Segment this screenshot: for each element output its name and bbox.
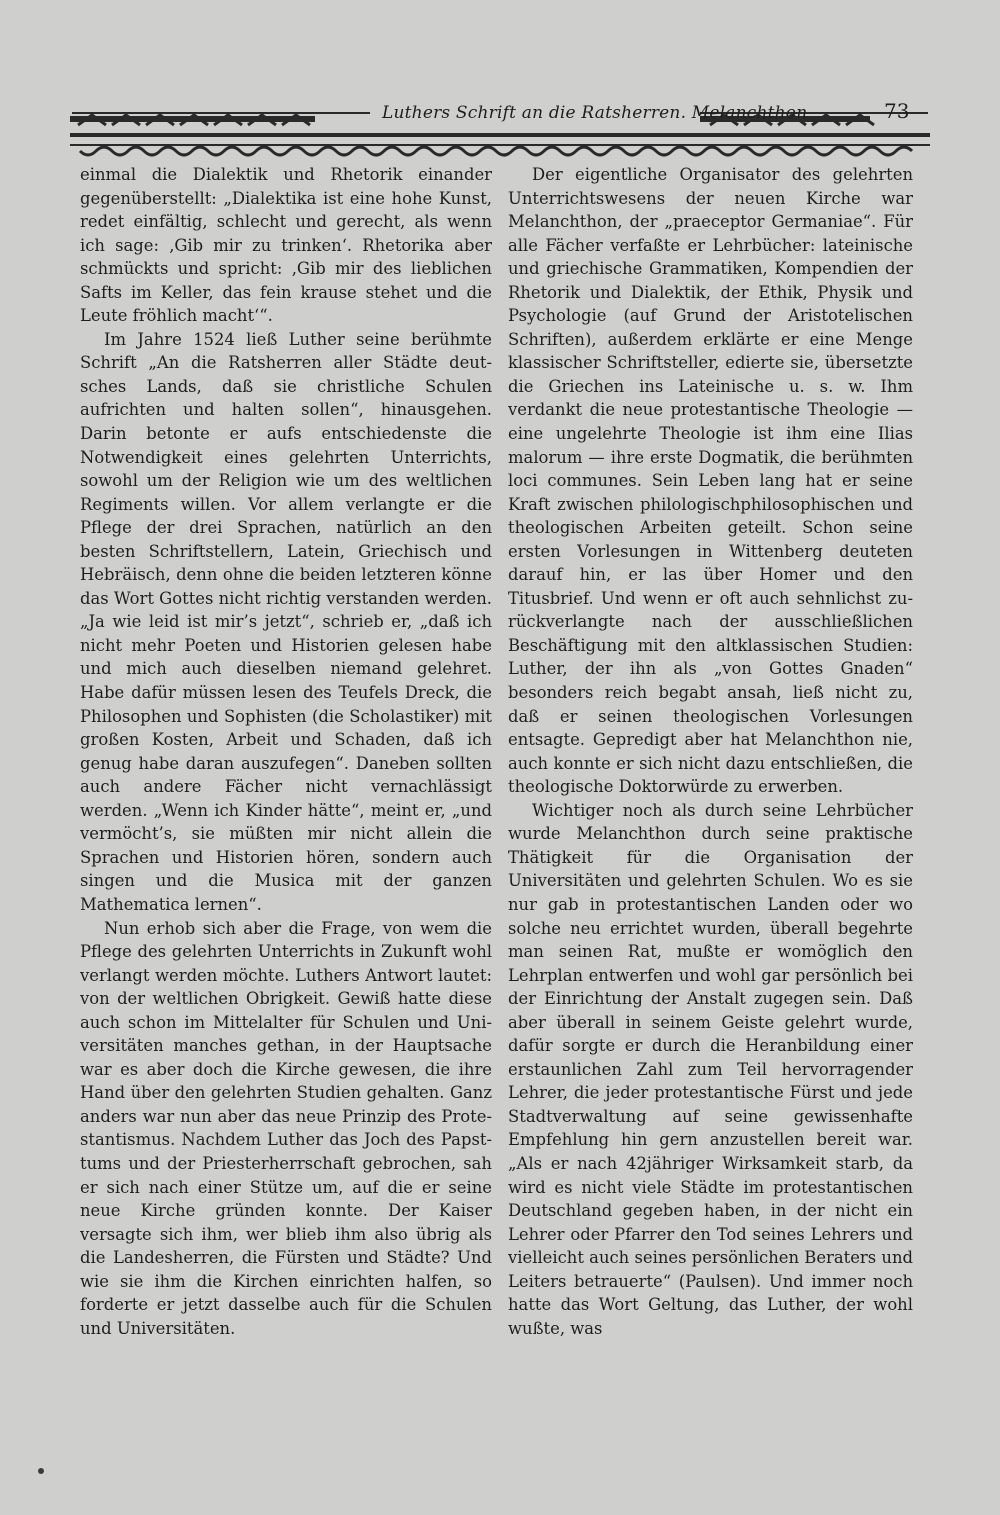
paper-speck	[38, 1468, 44, 1474]
paragraph: einmal die Dialektik und Rhetorik einander gegenüberstellt: „Dialektika ist eine hohe Kunst, redet einfältig, schlecht und gerecht, als wenn ich sage: ‚Gib mir zu trinken‘. Rhetorika aber schmückts und spricht: ‚Gib mir des lieblichen Safts im Keller, das fein krause stehet und die Leute fröhlich macht‘“.	[80, 165, 492, 326]
left-column	[80, 163, 492, 1340]
running-header	[70, 95, 930, 159]
paragraph: Im Jahre 1524 ließ Luther seine berühmte Schrift „An die Ratsherren aller Städte deutsches Lands, daß sie christliche Schulen aufrichten und halten sollen“, hinausgehen. Darin betonte er aufs entschiedenste die Notwendigkeit eines gelehrten Unterrichts, sowohl um der Religion wie um des weltlichen Regiments willen. Vor allem verlangte er die Pflege der drei Sprachen, natürlich an den besten Schriftstellern, Latein, Griechisch und Hebräisch, denn ohne die beiden letzteren könne das Wort Gottes nicht richtig verstanden werden. „Ja wie leid ist mir’s jetzt“, schrieb er, „daß ich nicht mehr Poeten und Historien gelesen habe und mich auch dieselben niemand gelehret. Habe dafür müssen lesen des Teufels Dreck, die Philosophen und Sophisten (die Scholastiker) mit großen Kosten, Arbeit und Schaden, daß ich genug habe daran auszufegen“. Daneben sollten auch andere Fächer nicht vernachlässigt werden. „Wenn ich Kinder hätte“, meint er, „und vermöcht’s, sie müßten mir nicht allein die Sprachen und Historien hören, sondern auch singen und die Musica mit der ganzen Mathematica lernen“.	[80, 329, 492, 914]
page-number: 73	[884, 99, 910, 123]
paragraph: Der eigentliche Organisator des gelehrten Unterrichtswesens der neuen Kirche war Melanchthon, der „praeceptor Germaniae“. Für alle Fächer verfaßte er Lehrbücher: lateinische und griechische Grammatiken, Kompendien der Rhetorik und Dialektik, der Ethik, Physik und Psychologie (auf Grund der Aristotelischen Schriften), außerdem erklärte er eine Menge klassischer Schriftsteller, edierte sie, übersetzte die Griechen ins Lateinische u. s. w. Ihm verdankt die neue protestantische Theologie — eine ungelehrte Theologie ist ihm eine Ilias malorum — ihre erste Dogmatik, die berühmten loci communes. Sein Leben lang hat er seine Kraft zwischen philologischphilosophischen und theologischen Arbeiten geteilt. Schon seine ersten Vorlesungen in Wittenberg deuteten darauf hin, er las über Homer und den Titusbrief. Und wenn er oft auch sehnlichst zurückverlangte nach der ausschließlichen Beschäftigung mit den altklassischen Studien: Luther, der ihn als „von Gottes Gnaden“ besonders reich begabt ansah, ließ nicht zu, daß er seinen theologischen Vorlesungen entsagte. Gepredigt aber hat Melanchthon nie, auch konnte er sich nicht dazu entschließen, die theologische Doktorwürde zu erwerben.	[508, 165, 913, 797]
running-title: Luthers Schrift an die Ratsherren. Melanchthon	[382, 103, 808, 123]
paragraph: Wichtiger noch als durch seine Lehrbücher wurde Melanchthon durch seine praktische Thätigkeit für die Organisation der Universitäten und gelehrten Schulen. Wo es sie nur gab in protestantischen Landen oder wo solche neu errichtet wurden, überall begehrte man seinen Rat, mußte er womöglich den Lehrplan entwerfen und wohl gar persönlich bei der Einrichtung der Anstalt zugegen sein. Daß aber überall in seinem Geiste gelehrt wurde, dafür sorgte er durch die Heranbildung einer erstaunlichen Zahl zum Teil hervorragender Lehrer, die jeder protestantische Fürst und jede Stadtverwaltung auf seine gewissenhafte Empfehlung hin gern anzustellen bereit war. „Als er nach 42jähriger Wirksamkeit starb, da wird es nicht viele Städte im protestantischen Deutschland gegeben haben, in der nicht ein Lehrer oder Pfarrer den Tod seines Lehrers und vielleicht auch seines persönlichen Beraters und Leiters betrauerte“ (Paulsen). Und immer noch hatte das Wort Geltung, das Luther, der wohl wußte, was	[508, 800, 913, 1338]
right-column	[508, 163, 913, 1340]
paragraph: Nun erhob sich aber die Frage, von wem die Pflege des gelehrten Unterrichts in Zukunft wohl verlangt werden möchte. Luthers Antwort lautet: von der weltlichen Obrigkeit. Gewiß hatte diese auch schon im Mittelalter für Schulen und Universitäten manches gethan, in der Hauptsache war es aber doch die Kirche gewesen, die ihre Hand über den gelehrten Studien gehalten. Ganz anders war nun aber das neue Prinzip des Protestantismus. Nachdem Luther das Joch des Papsttums und der Priesterherrschaft gebrochen, sah er sich nach einer Stütze um, auf die er seine neue Kirche gründen konnte. Der Kaiser versagte sich ihm, wer blieb ihm also übrig als die Landesherren, die Fürsten und Städte? Und wie sie ihm die Kirchen einrichten halfen, so forderte er jetzt dasselbe auch für die Schulen und Universitäten.	[80, 918, 492, 1338]
